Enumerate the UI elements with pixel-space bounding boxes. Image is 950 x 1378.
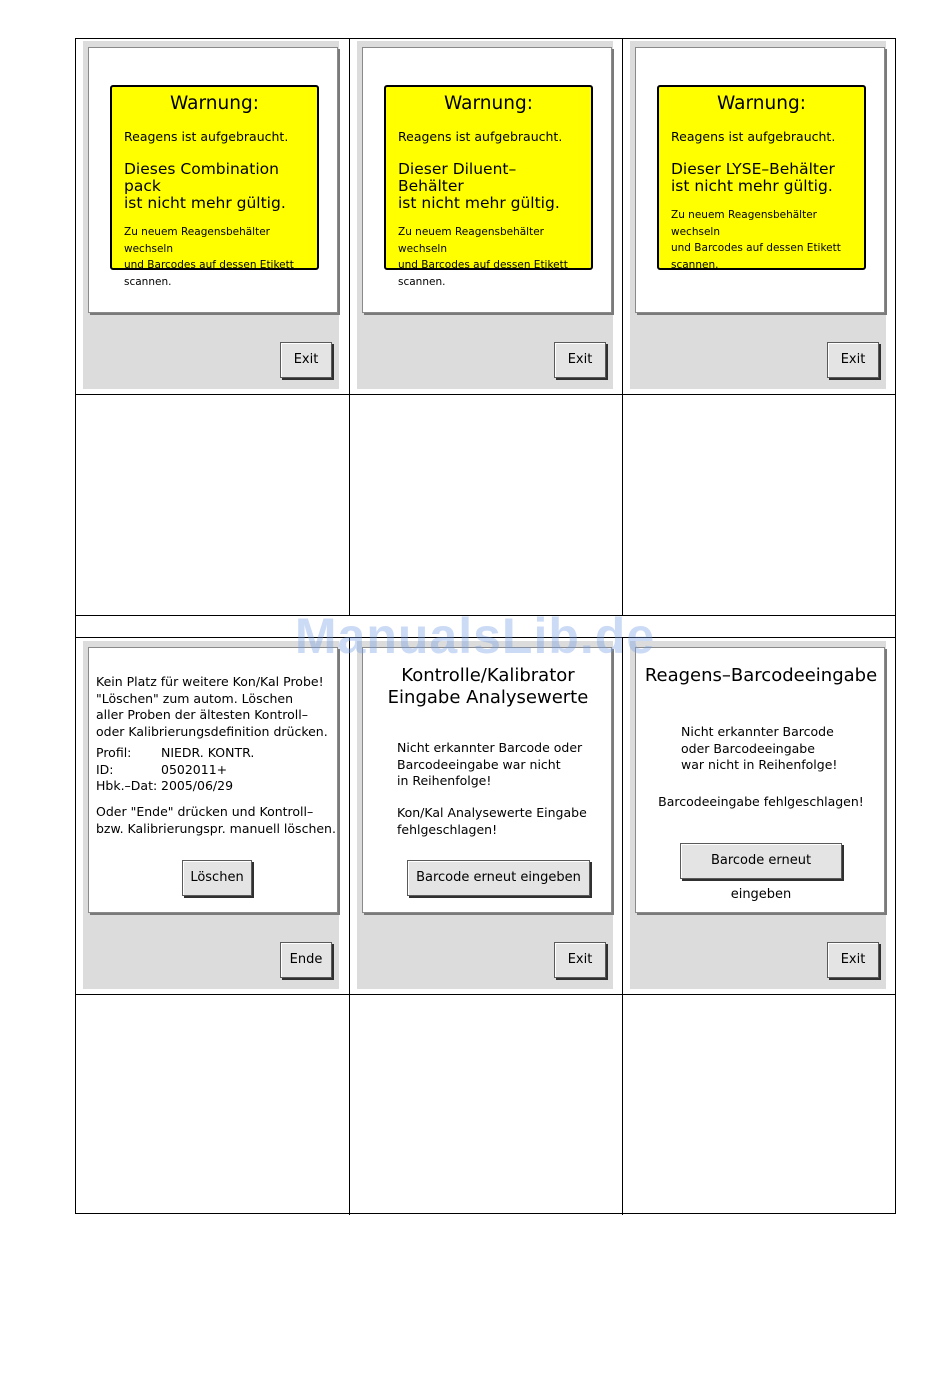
- grid-line: [76, 394, 895, 395]
- warning-container-invalid: Dieser LYSE–Behälter ist nicht mehr gültig.: [671, 160, 835, 195]
- detail-value: NIEDR. KONTR.: [161, 745, 255, 760]
- watermark: ManualsLib.de: [294, 608, 656, 664]
- warning-reagent-empty: Reagens ist aufgebraucht.: [671, 129, 836, 144]
- detail-value: 0502011+: [161, 761, 228, 777]
- rescan-barcode-button[interactable]: Barcode erneut eingeben: [407, 860, 590, 896]
- exit-button[interactable]: Exit: [827, 342, 879, 378]
- entry-failed-message: Kon/Kal Analysewerte Eingabe fehlgeschlagen!: [397, 805, 587, 837]
- grid-line: [76, 994, 895, 995]
- warning-reagent-empty: Reagens ist aufgebraucht.: [398, 129, 563, 144]
- warning-container-invalid: Dieser Diluent–Behälter ist nicht mehr gültig.: [398, 160, 560, 212]
- control-entry-dialog: [362, 647, 612, 913]
- detail-row-id: [96, 762, 336, 779]
- detail-value: 2005/06/29: [161, 778, 234, 793]
- grid-line: [76, 637, 895, 638]
- grid-line: [622, 39, 623, 615]
- exit-button[interactable]: Exit: [554, 342, 606, 378]
- warning-instructions: Zu neuem Reagensbehälter wechseln und Barcodes auf dessen Etikett scannen.: [124, 226, 294, 288]
- warning-dialog: [88, 47, 338, 313]
- control-memory-full-screen: [83, 641, 339, 989]
- warning-screen-diluent: [357, 41, 613, 389]
- exit-button[interactable]: Exit: [827, 942, 879, 978]
- detail-row-profile: [96, 745, 336, 762]
- entry-failed-message: Barcodeeingabe fehlgeschlagen!: [658, 794, 864, 809]
- warning-reagent-empty: Reagens ist aufgebraucht.: [124, 129, 289, 144]
- warning-box: [110, 85, 319, 288]
- barcode-error-message: Nicht erkannter Barcode oder Barcodeeingabe war nicht in Reihenfolge!: [397, 740, 583, 788]
- detail-key: ID:: [96, 761, 114, 777]
- warning-instructions: Zu neuem Reagensbehälter wechseln und Barcodes auf dessen Etikett scannen.: [398, 226, 568, 288]
- warning-dialog: [362, 47, 612, 313]
- manual-delete-hint: Oder "Ende" drücken und Kontroll– bzw. Kalibrierungspr. manuell löschen.: [96, 804, 336, 836]
- delete-button[interactable]: Löschen: [182, 860, 252, 896]
- detail-key: Profil:: [96, 745, 132, 760]
- grid-line: [622, 637, 623, 1215]
- end-button[interactable]: Ende: [280, 942, 332, 978]
- warning-instructions: Zu neuem Reagensbehälter wechseln und Barcodes auf dessen Etikett scannen.: [671, 209, 841, 271]
- detail-row-expiry-date: [96, 778, 336, 795]
- memory-full-dialog: [88, 647, 338, 913]
- grid-line: [349, 39, 350, 615]
- detail-key: Hbk.–Dat:: [96, 778, 158, 793]
- warning-title: Warnung:: [170, 93, 259, 114]
- dialog-title: Kontrolle/Kalibrator Eingabe Analysewerte: [387, 665, 589, 708]
- sample-details: [96, 745, 336, 795]
- dialog-title: Reagens–Barcodeeingabe: [644, 665, 878, 686]
- warning-title: Warnung:: [444, 93, 533, 114]
- barcode-error-message: Nicht erkannter Barcode oder Barcodeeingabe war nicht in Reihenfolge!: [681, 724, 838, 772]
- warning-dialog: [635, 47, 885, 313]
- rescan-barcode-button[interactable]: Barcode erneut eingeben: [680, 843, 842, 879]
- warning-box: [657, 85, 866, 270]
- warning-screen-combination-pack: [83, 41, 339, 389]
- grid-line: [349, 637, 350, 1215]
- reagent-barcode-dialog: [635, 647, 885, 913]
- warning-title: Warnung:: [717, 93, 806, 114]
- grid-line: [76, 615, 895, 616]
- exit-button[interactable]: Exit: [554, 942, 606, 978]
- memory-full-message: Kein Platz für weitere Kon/Kal Probe! "Löschen" zum autom. Löschen aller Proben der ältesten Kontroll– oder Kalibrierungsdefinition drücken.: [96, 674, 328, 739]
- exit-button[interactable]: Exit: [280, 342, 332, 378]
- control-entry-failed-screen: [357, 641, 613, 989]
- reagent-barcode-failed-screen: [630, 641, 886, 989]
- warning-container-invalid: Dieses Combination pack ist nicht mehr gültig.: [124, 160, 286, 212]
- warning-box: [384, 85, 593, 288]
- warning-screen-lyse: [630, 41, 886, 389]
